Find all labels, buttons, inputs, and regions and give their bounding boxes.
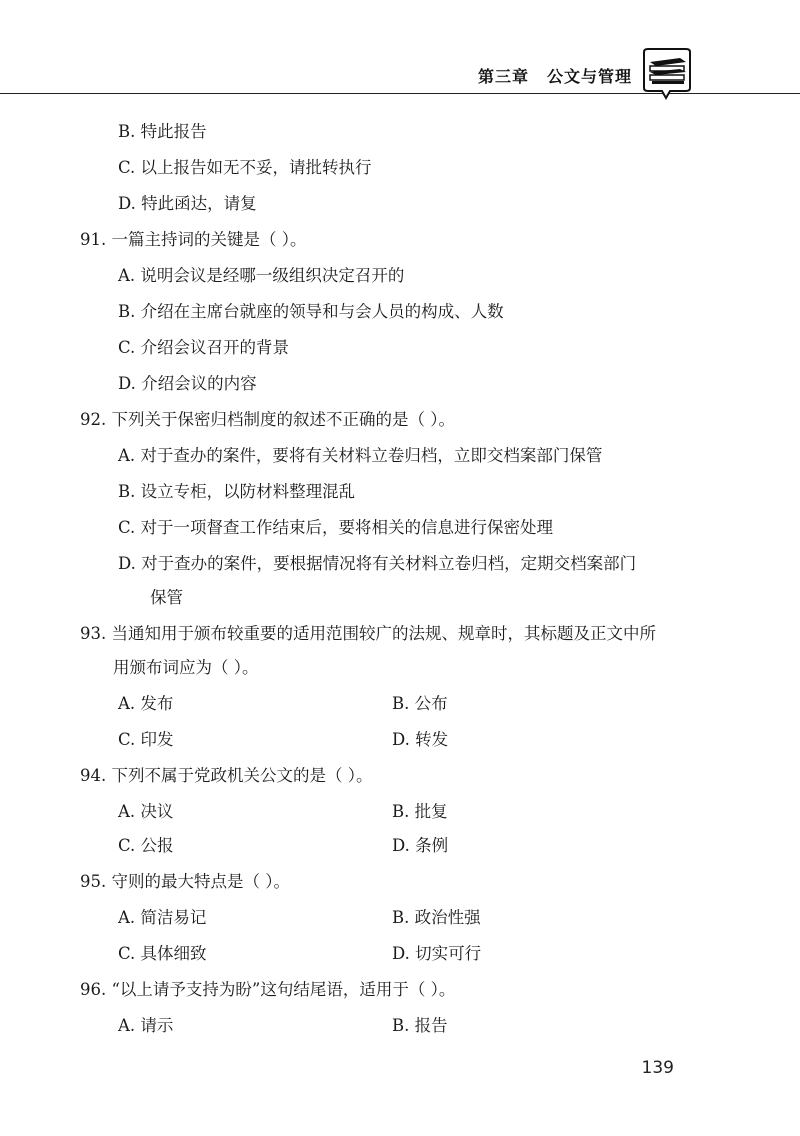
q92-stem: 92. 下列关于保密归档制度的叙述不正确的是（ ）。 — [80, 410, 455, 429]
q93-option-d: D. 转发 — [392, 730, 449, 749]
chapter-name: 公文与管理 — [546, 67, 632, 86]
q95-option-d: D. 切实可行 — [392, 944, 482, 963]
page-number: 139 — [641, 1058, 674, 1078]
q91-option-d: D. 介绍会议的内容 — [118, 374, 257, 393]
q94-option-a: A. 决议 — [118, 802, 174, 821]
q92-option-c: C. 对于一项督查工作结束后，要将相关的信息进行保密处理 — [118, 518, 554, 537]
book-stack-icon — [640, 48, 694, 100]
q90-option-d: D. 特此函达，请复 — [118, 194, 257, 213]
q94-option-b: B. 批复 — [392, 802, 448, 821]
q92-option-b: B. 设立专柜，以防材料整理混乱 — [118, 482, 356, 501]
q94-option-c: C. 公报 — [118, 836, 174, 855]
q95-option-b: B. 政治性强 — [392, 908, 481, 927]
q92-option-a: A. 对于查办的案件，要将有关材料立卷归档，立即交档案部门保管 — [118, 446, 603, 465]
q95-option-c: C. 具体细致 — [118, 944, 207, 963]
q94-option-d: D. 条例 — [392, 836, 449, 855]
q95-stem: 95. 守则的最大特点是（ ）。 — [80, 872, 290, 891]
q96-option-b: B. 报告 — [392, 1016, 448, 1035]
q96-stem: 96. “以上请予支持为盼”这句结尾语，适用于（ ）。 — [80, 980, 456, 999]
q93-stem-continued: 用颁布词应为（ ）。 — [113, 658, 259, 677]
q90-option-c: C. 以上报告如无不妥，请批转执行 — [118, 158, 372, 177]
q91-stem: 91. 一篇主持词的关键是（ ）。 — [80, 230, 307, 249]
q93-option-b: B. 公布 — [392, 694, 448, 713]
chapter-title — [478, 64, 632, 87]
page-header — [0, 0, 800, 100]
q94-stem: 94. 下列不属于党政机关公文的是（ ）。 — [80, 766, 373, 785]
q90-option-b: B. 特此报告 — [118, 122, 207, 141]
q93-option-c: C. 印发 — [118, 730, 174, 749]
q93-option-a: A. 发布 — [118, 694, 174, 713]
q93-stem: 93. 当通知用于颁布较重要的适用范围较广的法规、规章时，其标题及正文中所 — [80, 624, 656, 643]
q92-option-d-continued: 保管 — [150, 588, 183, 607]
q96-option-a: A. 请示 — [118, 1016, 174, 1035]
q91-option-a: A. 说明会议是经哪一级组织决定召开的 — [118, 266, 405, 285]
q95-option-a: A. 简洁易记 — [118, 908, 207, 927]
q92-option-d: D. 对于查办的案件，要根据情况将有关材料立卷归档，定期交档案部门 — [118, 554, 637, 573]
q91-option-b: B. 介绍在主席台就座的领导和与会人员的构成、人数 — [118, 302, 504, 321]
q91-option-c: C. 介绍会议召开的背景 — [118, 338, 290, 357]
chapter-number: 第三章 — [477, 67, 529, 86]
